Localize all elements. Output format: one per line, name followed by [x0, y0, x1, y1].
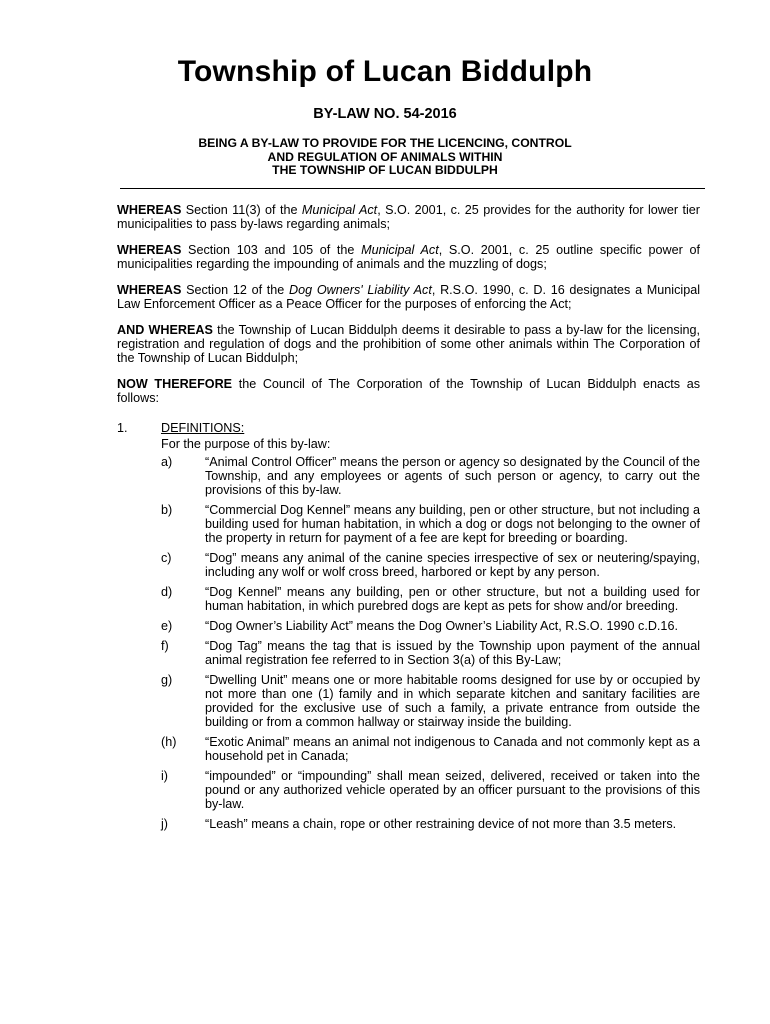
clause-text: the Township of Lucan Biddulph deems it desirable to pass a by-law for the licensing, registration and regulation of dogs and the prohibition of some other animals within The Corporation of the Township of Lucan Biddulph; [117, 323, 701, 365]
definition-letter: a) [161, 455, 173, 469]
definition-item [161, 455, 700, 497]
clause-lead: NOW THEREFORE [117, 377, 233, 391]
document-body [117, 203, 700, 837]
definition-text: “Commercial Dog Kennel” means any building, pen or other structure, but not including a building used for human habitation, in which a dog or dogs not belonging to the owner of the property in return for payment of a fee are kept for breeding or boarding. [205, 503, 700, 545]
whereas-clause [117, 243, 700, 271]
clause-lead: AND WHEREAS [117, 323, 213, 337]
definition-letter: d) [161, 585, 173, 599]
whereas-clause [117, 323, 700, 365]
definition-text: “Dog” means any animal of the canine species irrespective of sex or neutering/spaying, including any wolf or wolf cross breed, harbored or kept by any person. [205, 551, 700, 579]
header-divider [120, 188, 705, 189]
definition-letter: b) [161, 503, 173, 517]
clause-text: Section 11(3) of the [181, 203, 302, 217]
section-title: DEFINITIONS: [161, 421, 245, 435]
clause-text: , R.S.O. 1990, c. D. 16 designates a Municipal Law Enforcement Officer as a Peace Officer for the purposes of enforcing the Act; [117, 283, 700, 311]
definition-text: “impounded” or “impounding” shall mean seized, delivered, received or taken into the pound or any authorized vehicle operated by an officer pursuant to the provisions of this by-law. [205, 769, 700, 811]
clause-text: Section 103 and 105 of the [181, 243, 362, 257]
clause-text: , S.O. 2001, c. 25 provides for the authority for lower tier municipalities to pass by-laws regarding animals; [117, 203, 700, 231]
definition-item [161, 639, 700, 667]
act-name: Municipal Act [361, 243, 439, 257]
section-number: 1. [117, 421, 128, 435]
definition-item [161, 585, 700, 613]
definition-item [161, 817, 700, 831]
bylaw-number: BY-LAW NO. 54-2016 [313, 106, 457, 122]
act-name: Municipal Act [301, 203, 378, 217]
definition-item [161, 769, 700, 811]
definition-letter: (h) [161, 735, 177, 749]
document-title: Township of Lucan Biddulph [177, 55, 593, 88]
definition-letter: e) [161, 619, 173, 633]
definition-item [161, 503, 700, 545]
clause-text: Section 12 of the [181, 283, 290, 297]
definition-letter: j) [161, 817, 168, 831]
definition-text: “Dog Owner’s Liability Act” means the Dog Owner’s Liability Act, R.S.O. 1990 c.D.16. [205, 619, 678, 633]
clause-text: , S.O. 2001, c. 25 outline specific power of municipalities regarding the impounding of animals and the muzzling of dogs; [117, 243, 700, 271]
whereas-clause [117, 283, 700, 311]
whereas-clause [117, 377, 700, 405]
clause-lead: WHEREAS [117, 283, 182, 297]
section-definitions [117, 421, 700, 831]
definitions-list [161, 455, 700, 831]
definition-text: “Dwelling Unit” means one or more habitable rooms designed for use by or occupied by not more than one (1) family and in which separate kitchen and sanitary facilities are provided for the exclusive use of such a family, a private entrance from outside the building or from a common hallway or stairway inside the building. [205, 673, 700, 729]
definition-item [161, 673, 700, 729]
definition-letter: c) [161, 551, 172, 565]
whereas-clauses [117, 203, 700, 405]
section-intro: For the purpose of this by-law: [161, 437, 331, 451]
definition-text: “Dog Kennel” means any building, pen or other structure, but not a building used for human habitation, in which purebred dogs are kept as pets for show and/or breeding. [205, 585, 700, 613]
definition-letter: f) [161, 639, 169, 653]
definition-letter: g) [161, 673, 173, 687]
subtitle-line: THE TOWNSHIP OF LUCAN BIDDULPH [272, 163, 498, 177]
definition-item [161, 619, 700, 633]
definition-item [161, 551, 700, 579]
definition-text: “Animal Control Officer” means the person or agency so designated by the Council of the Township, and any employees or agents of such person or agency, to carry out the provisions of this by-law. [205, 455, 700, 497]
definition-text: “Dog Tag” means the tag that is issued by the Township upon payment of the annual animal registration fee referred to in Section 3(a) of this By-Law; [205, 639, 700, 667]
subtitle-line: AND REGULATION OF ANIMALS WITHIN [267, 149, 503, 164]
clause-lead: WHEREAS [117, 203, 182, 217]
definition-item [161, 735, 700, 763]
definition-text: “Exotic Animal” means an animal not indigenous to Canada and not commonly kept as a household pet in Canada; [205, 735, 700, 763]
definition-letter: i) [161, 769, 168, 783]
clause-text: the Council of The Corporation of the Township of Lucan Biddulph enacts as follows: [117, 377, 700, 405]
whereas-clause [117, 203, 700, 231]
subtitle-line: BEING A BY-LAW TO PROVIDE FOR THE LICENCING, CONTROL [198, 136, 572, 150]
clause-lead: WHEREAS [117, 243, 182, 257]
definition-text: “Leash” means a chain, rope or other restraining device of not more than 3.5 meters. [205, 817, 677, 831]
bylaw-subtitle [0, 137, 770, 178]
act-name: Dog Owners' Liability Act [289, 283, 432, 297]
